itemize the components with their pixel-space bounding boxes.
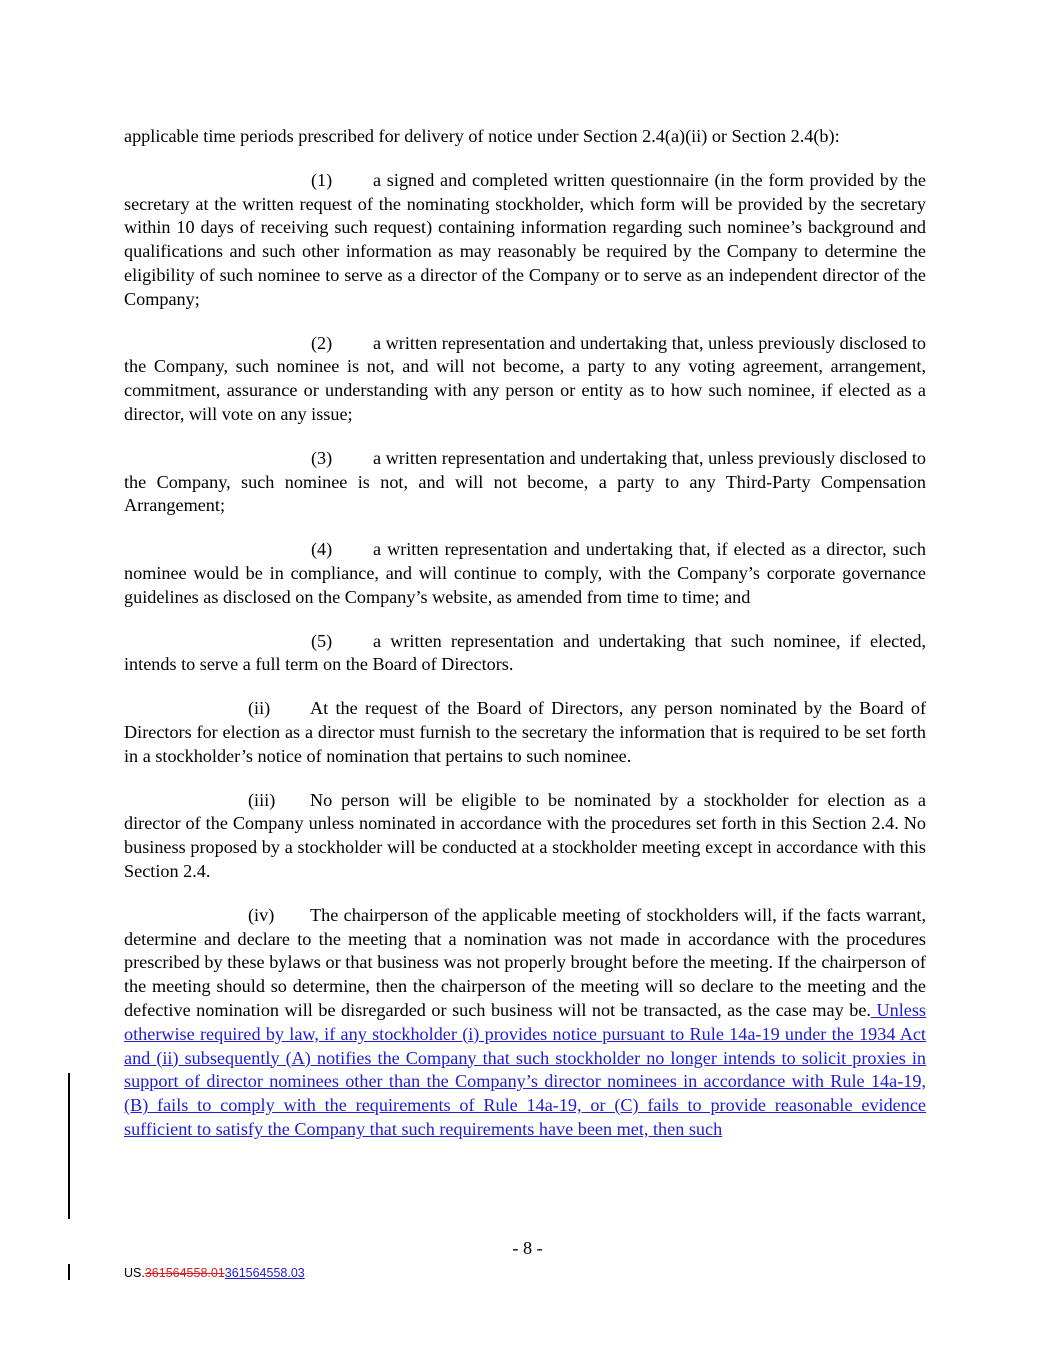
doc-id-deleted: 361564558.01 xyxy=(144,1266,225,1280)
subsection-text: At the request of the Board of Directors, any person nominated by the Board of Directors for election as a director must furnish to the secretary the information that is required to be set forth in a stockholder’s notice of nomination that pertains to such nominee. xyxy=(124,698,926,766)
list-item-1 xyxy=(124,169,926,312)
subsection-text: No person will be eligible to be nominated by a stockholder for election as a director of the Company unless nominated in accordance with the procedures set forth in this Section 2.4. No business proposed by a stockholder will be conducted at a stockholder meeting except in accordance with this Section 2.4. xyxy=(124,789,926,881)
revision-change-bar xyxy=(68,1073,70,1219)
list-item-number: (2) xyxy=(311,332,333,353)
intro-paragraph: applicable time periods prescribed for delivery of notice under Section 2.4(a)(ii) or Section 2.4(b): xyxy=(124,126,840,146)
subsection-number: (ii) xyxy=(248,698,271,719)
list-item-text: a signed and completed written questionnaire (in the form provided by the secretary at the written request of the nominating stockholder, which form will be provided by the secretary within 10 days of receiving such request) containing information regarding such nominee’s background and qualifications and such other information as may reasonably be required by the Company to determine the eligibility of such nominee to serve as a director of the Company or to serve as an independent director of the Company; xyxy=(124,169,926,309)
subsection-text: The chairperson of the applicable meeting of stockholders will, if the facts warrant, determine and declare to the meeting that a nomination was not made in accordance with the procedures prescribed by these bylaws or that business was not properly brought before the meeting. If the chairperson of the meeting should so determine, then the chairperson of the meeting will so declare to the meeting and the defective nomination will be disregarded or such business will not be transacted, as the case may be. xyxy=(124,904,926,1020)
list-item-number: (1) xyxy=(311,169,333,190)
subsection-ii xyxy=(124,697,926,768)
list-item-4 xyxy=(124,538,926,609)
subsection-iii xyxy=(124,789,926,884)
inserted-revision-text: Unless otherwise required by law, if any stockholder (i) provides notice pursuant to Rule 14a-19 under the 1934 Act and (ii) subsequently (A) notifies the Company that such stockholder no longer intends to solicit proxies in support of director nominees other than the Company’s director nominees in accordance with Rule 14a-19, (B) fails to comply with the requirements of Rule 14a-19, or (C) fails to provide reasonable evidence sufficient to satisfy the Company that such requirements have been met, then such xyxy=(124,999,926,1139)
doc-id-prefix: US. xyxy=(124,1266,145,1280)
list-item-5 xyxy=(124,630,926,678)
document-id xyxy=(124,1266,305,1280)
list-item-text: a written representation and undertaking that, unless previously disclosed to the Company, such nominee is not, and will not become, a party to any Third-Party Compensation Arrangement; xyxy=(124,447,926,516)
subsection-number: (iii) xyxy=(248,789,276,810)
list-item-number: (3) xyxy=(311,447,333,468)
page-number: - 8 - xyxy=(512,1238,543,1258)
list-item-number: (5) xyxy=(311,630,333,651)
document-body xyxy=(124,125,926,1142)
list-item-text: a written representation and undertaking that, if elected as a director, such nominee would be in compliance, and will continue to comply, with the Company’s corporate governance guidelines as disclosed on the Company’s website, as amended from time to time; and xyxy=(124,539,926,607)
subsection-iv xyxy=(124,904,926,1142)
subsection-number: (iv) xyxy=(248,904,275,925)
list-item-2 xyxy=(124,332,926,427)
list-item-text: a written representation and undertaking that such nominee, if elected, intends to serve a full term on the Board of Directors. xyxy=(124,630,926,675)
doc-id-inserted: 361564558.03 xyxy=(224,1266,305,1280)
list-item-number: (4) xyxy=(311,539,333,560)
list-item-text: a written representation and undertaking that, unless previously disclosed to the Company, such nominee is not, and will not become, a party to any voting agreement, arrangement, commitment, assurance or understanding with any person or entity as to how such nominee, if elected as a director, will vote on any issue; xyxy=(124,332,926,424)
list-item-3 xyxy=(124,447,926,518)
footer-change-bar xyxy=(68,1264,70,1280)
